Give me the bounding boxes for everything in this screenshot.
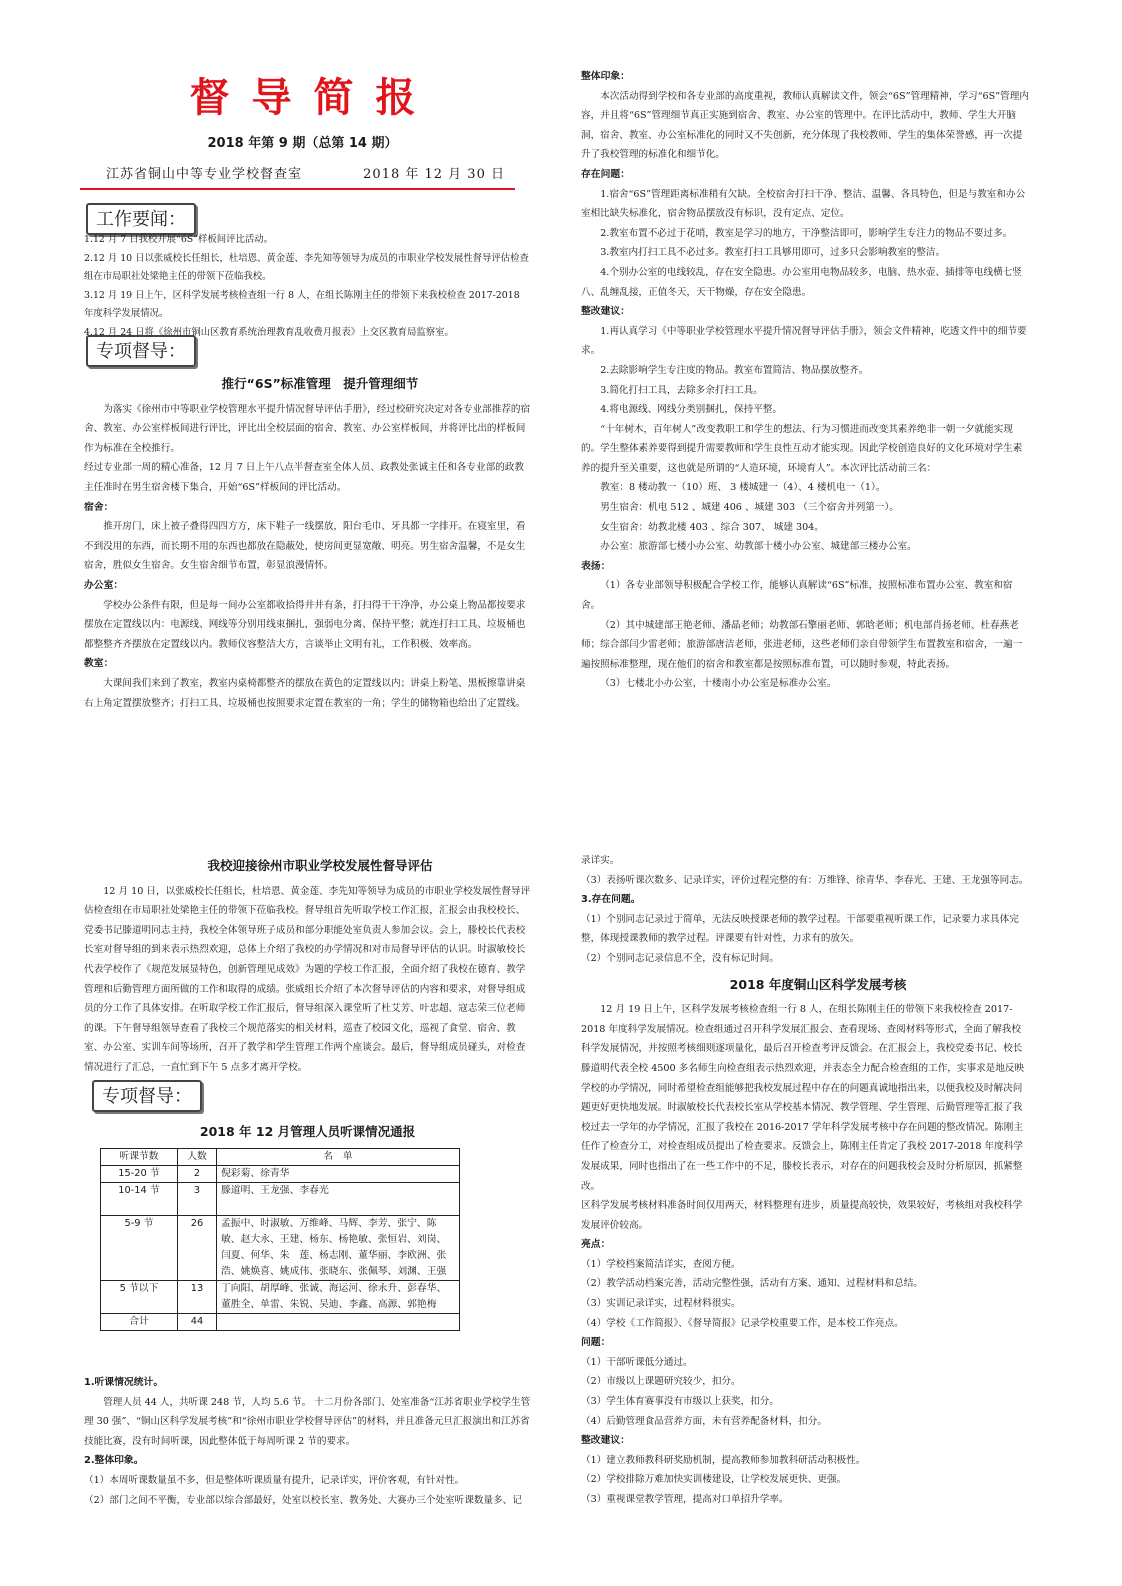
- subheading-impression: 2.整体印象。: [84, 1455, 144, 1467]
- paragraph: “十年树木，百年树人”改变教职工和学生的想法、行为习惯进而改变其素养绝非一朝一夕就能实现的。学生整体素养要得到提升需要教师和学生良性互动才能实现。因此学校创造良好的文化环境对学生素养的提升至关重要，这也就是所谓的“人造环境，环境育人”。本次评比活动前三名：: [581, 423, 1023, 474]
- masthead-title: 督导简报: [189, 74, 438, 121]
- paragraph: 经过专业部一周的精心准备，12 月 7 日上午八点半督查室全体人员、政教处张诚主任和各专业部的政教主任准时在男生宿舍楼下集合，开始“6S”样板间的评比活动。: [84, 462, 524, 493]
- subheading-issues: 问题：: [581, 1337, 611, 1349]
- list-item: （2）部门之间不平衡，专业部以综合部最好，处室以校长室、教务处、大赛办三个处室听课数量多、记: [84, 1494, 522, 1506]
- news-item: 4.12 月 24 日将《徐州市铜山区教育系统治理教育乱收费月报表》上交区教育局监察室。: [84, 326, 454, 338]
- list-item: （1）个别同志记录过于简单，无法反映授课老师的教学过程。干部要重视听课工作，记录要力求具体完整，体现授课教师的教学过程。评课要有针对性，力求有的放矢。: [581, 913, 1019, 945]
- paragraph: 学校办公条件有限，但是每一间办公室都收拾得井井有条，打扫得干干净净，办公桌上物品都按要求摆放在定置线以内：电源线、网线等分别用线束捆扎，强弱电分离、保持平整；就连打扫工具、垃圾桶也都整整齐齐摆放在定置线以内。教师仪容整洁大方，言谈举止文明有礼，工作积极、效率高。: [84, 599, 526, 650]
- subheading-problems: 存在问题：: [581, 168, 630, 180]
- subheading-office: 办公室：: [84, 579, 124, 591]
- special-supervision-heading: 专项督导：: [86, 335, 196, 367]
- list-item: 4.个别办公室的电线较乱，存在安全隐患。办公室用电物品较多，电脑、热水壶、插排等电线横七竖八、乱缠乱接，正值冬天，天干物燥，存在安全隐患。: [581, 266, 1022, 298]
- table-cell: 5-9 节: [101, 1216, 178, 1281]
- lesson-observation-table: [100, 1148, 460, 1331]
- article-title: 推行“6S”标准管理 提升管理细节: [221, 376, 419, 391]
- table-total-row: [101, 1314, 460, 1331]
- winner-item: 男生宿舍：机电 512 、城建 406 、城建 303 （三个宿舍并列第一）。: [600, 502, 899, 514]
- article-title: 2018 年度铜山区科学发展考核: [729, 976, 907, 992]
- table-cell: 26: [178, 1216, 217, 1281]
- subheading-impression: 整体印象：: [581, 71, 630, 82]
- list-item: （3）重视课堂教学管理，提高对口单招升学率。: [581, 1494, 789, 1505]
- table-cell: 倪彩菊、徐青华: [217, 1166, 460, 1183]
- paragraph: 推开房门，床上被子叠得四四方方，床下鞋子一线摆放，阳台毛巾、牙具都一字排开。在寝室里，看不到没用的东西，而长期不用的东西也都放在隐蔽处，使房间更显宽敞、明亮。男生宿舍温馨，不是女生宿舍，胜似女生宿舍。女生宿舍细节布置，彰显浪漫情怀。: [84, 521, 526, 572]
- table-cell: 滕道明、王龙强、李春光: [217, 1183, 460, 1216]
- table-row: [101, 1183, 460, 1216]
- issue-number: 2018 年第 9 期（总第 14 期）: [207, 136, 398, 151]
- lesson-observation-report: [84, 1122, 531, 1331]
- list-item: 1.再认真学习《中等职业学校管理水平提升情况督导评估手册》，领会文件精神，吃透文件中的细节要求。: [581, 325, 1027, 357]
- table-cell: [217, 1314, 460, 1331]
- table-header-row: [101, 1149, 460, 1166]
- winner-item: 教室：8 楼动教一（10）班、 3 楼城建一（4）、4 楼机电一（1）。: [600, 482, 886, 494]
- list-item: （2）学校排除万难加快实训楼建设，让学校发展更快、更强。: [581, 1474, 847, 1486]
- paragraph: 12 月 19 日上午，区科学发展考核检查组一行 8 人，在组长陈刚主任的带领下来我校检查 2017-2018 年度科学发展情况。检查组通过召开科学发展汇报会、查看现场、查阅材料等形式，全面了解我校科学发展情况，并按照考核细则逐项量化，最后召开检查考评反馈会。在汇报会上，我校党委书记、校长滕道明代表全校 4500 多名师生向检查组表示热烈欢迎，并表态全力配合检查组的工作，实事求是地反映学校的办学情况，同时希望检查组能够把我校发展过程中存在的问题真诚地指出来，以便我校及时解决问题更好更快地发展。时淑敏校长代表校长室从学校基本情况、教学管理、学生管理、后勤管理等汇报了我校过去一学年的办学情况，汇报了我校在 2016-2017 学年科学发展考核中存在问题的整改情况。陈刚主任作了检查分工，对检查组成员提出了检查要求。反馈会上，陈刚主任肯定了我校 2017-2018 年度科学发展成果，同时也指出了在一些工作中的不足，滕校长表示，对存在的问题我校会及时分析原因，抓紧整改。: [581, 1004, 1025, 1192]
- special-supervision-heading: 专项督导：: [92, 1080, 202, 1112]
- list-item: （1）各专业部领导积极配合学校工作，能够认真解读“6S”标准，按照标准布置办公室、教室和宿舍。: [581, 580, 1013, 612]
- news-section-heading: 工作要闻：: [86, 203, 196, 235]
- list-item: （1）建立教师教科研奖励机制，提高教师参加教科研活动积极性。: [581, 1454, 866, 1466]
- list-item: 2.教室布置不必过于花哨，教室是学习的地方，干净整洁即可，影响学生专注力的物品不要过多。: [600, 227, 1013, 239]
- subheading-praise: 表扬：: [581, 560, 611, 572]
- subheading-suggestions: 整改建议：: [581, 1435, 630, 1447]
- subheading-classroom: 教室：: [84, 658, 114, 670]
- winner-item: 办公室：旅游部七楼小办公室、幼教部十楼小办公室、城建部三楼办公室。: [600, 541, 917, 553]
- issue-date: 2018 年 12 月 30 日: [363, 167, 505, 182]
- table-cell: 2: [178, 1166, 217, 1183]
- table-cell: 5 节以下: [101, 1281, 178, 1314]
- table-title: 2018 年 12 月管理人员听课情况通报: [199, 1124, 416, 1139]
- list-item: （4）学校《工作简报》、《督导简报》记录学校重要工作，是本校工作亮点。: [581, 1317, 904, 1329]
- paragraph: 本次活动得到学校和各专业部的高度重视，教师认真解读文件，领会“6S”管理精神，学习“6S”管理内容，并且将“6S”管理细节真正实施到宿舍、教室、办公室的管理中。在评比活动中，教师、学生大开脑洞，宿舍、教室、办公室标准化的同时又不失创新，充分体现了我校教师、学生的集体荣誉感，再一次提升了我校管理的标准化和细节化。: [581, 90, 1029, 161]
- list-item: （2）个别同志记录信息不全，没有标记时间。: [581, 952, 779, 964]
- list-item: （1）学校档案简洁详实，查阅方便。: [581, 1258, 741, 1270]
- paragraph: 管理人员 44 人，共听课 248 节，人均 5.6 节。 十二月份各部门、处室准备“江苏省职业学校学生管理 30 强”、“铜山区科学发展考核”和“徐州市职业学校督导评估”的材料，并且准备元旦汇报演出和江苏省技能比赛，没有时间听课，因此整体低于每周听课 2 节的要求。: [84, 1396, 531, 1447]
- list-item: （3）学生体育赛事没有市级以上获奖，扣分。: [581, 1396, 779, 1408]
- article-6s-continued: [581, 67, 1030, 694]
- lesson-observation-summary: [84, 1373, 531, 1510]
- column-header: 人数: [178, 1149, 217, 1166]
- paragraph: 12 月 10 日，以张威校长任组长，杜培恩、黄金莲、李先知等领导为成员的市职业学校发展性督导评估检查组在市局职社处梁艳主任的带领下莅临我校。督导组首先听取学校工作汇报，汇报会由我校校长、党委书记滕道明同志主持，我校全体领导班子成员和部分职能处室负责人参加会议。会上，滕校长代表校长室对督导组的到来表示热烈欢迎，总体上介绍了我校的办学情况和对市局督导评估的认识。时淑敏校长代表学校作了《规范发展显特色，创新管理见成效》为题的学校工作汇报，全面介绍了我校在德育、教学管理和后勤管理方面所做的工作和取得的成绩。张威组长介绍了本次督导评估的内容和要求，对督导组成员的分工作了具体安排。在听取学校工作汇报后，督导组深入课堂听了杜艾芳、叶忠超、寇志荣三位老师的课。下午督导组领导查看了我校三个规范落实的相关材料，巡查了校园文化，巡视了食堂、宿舍、教室、办公室、实训车间等场所，召开了教学和学生管理工作两个座谈会。最后，督导组成员碰头，对检查情况进行了汇总，一直忙到下午 5 点多才离开学校。: [84, 885, 531, 1073]
- article-xuzhou-evaluation: [84, 856, 531, 1078]
- column-header: 名 单: [217, 1149, 460, 1166]
- table-cell: 13: [178, 1281, 217, 1314]
- list-item: 2.去除影响学生专注度的物品。教室布置简洁、物品摆放整齐。: [600, 364, 869, 376]
- masthead: [80, 70, 525, 190]
- news-list: [84, 231, 530, 343]
- subheading-dorm: 宿舍：: [84, 501, 114, 513]
- list-item: 1.宿舍“6S”管理距离标准稍有欠缺。全校宿舍打扫干净、整洁、温馨、各具特色，但是与教室和办公室相比缺失标准化，宿舍物品摆放没有标识，没有定点、定位。: [581, 188, 1026, 220]
- list-item: （2）市级以上课题研究较少，扣分。: [581, 1376, 741, 1388]
- list-item: （3）表扬听课次数多、记录详实，评价过程完整的有：万维锋、徐青华、李春光、王建、王龙强等同志。: [581, 874, 1029, 886]
- red-divider: [80, 188, 515, 190]
- table-cell: 15-20 节: [101, 1166, 178, 1183]
- article-district-assessment: [581, 851, 1030, 1510]
- list-item: 3.教室内打扫工具不必过多。教室打扫工具够用即可，过多只会影响教室的整洁。: [600, 247, 946, 259]
- list-item: （3）实训记录详实，过程材料很实。: [581, 1298, 741, 1310]
- table-row: [101, 1166, 460, 1183]
- list-item: （1）干部听课低分通过。: [581, 1356, 693, 1368]
- list-item: 4.将电源线、网线分类别捆扎，保持平整。: [600, 404, 783, 416]
- list-item: （3）七楼北小办公室，十楼南小办公室是标准办公室。: [600, 678, 837, 690]
- list-item: （1）本周听课数量虽不多，但是整体听课质量有提升，记录详实，评价客观，有针对性。: [84, 1474, 465, 1486]
- masthead-info: [80, 163, 525, 182]
- winner-item: 女生宿舍：幼教北楼 403 、综合 307、 城建 304。: [600, 521, 824, 533]
- news-item: 1.12 月 7 日我校开展“6S”样板间评比活动。: [84, 234, 274, 245]
- table-cell: 44: [178, 1314, 217, 1331]
- list-item: （2）教学活动档案完善，活动完整性强，活动有方案、通知、过程材料和总结。: [581, 1278, 923, 1290]
- list-item: 3.简化打扫工具，去除多余打扫工具。: [600, 384, 763, 396]
- table-row: [101, 1216, 460, 1281]
- table-row: [101, 1281, 460, 1314]
- table-cell: 丁向阳、胡厚峰、张诚、海运河、徐永升、彭春华、董胜全、单雷、朱锐、吴迪、李鑫、高源、郭艳梅: [217, 1281, 460, 1314]
- subheading-highlights: 亮点：: [581, 1239, 611, 1251]
- paragraph: 大课间我们来到了教室，教室内桌椅都整齐的摆放在黄色的定置线以内；讲桌上粉笔、黑板擦靠讲桌右上角定置摆放整齐；打扫工具、垃圾桶也按照要求定置在教室的一角；学生的储物箱也给出了定置线。: [84, 677, 526, 709]
- news-item: 2.12 月 10 日以张威校长任组长，杜培恩、黄金莲、李先知等领导为成员的市职业学校发展性督导评估检查组在市局职社处梁艳主任的带领下莅临我校。: [84, 252, 529, 283]
- news-item: 3.12 月 19 日上午，区科学发展考核检查组一行 8 人，在组长陈刚主任的带领下来我校检查 2017-2018 年度科学发展情况。: [84, 289, 520, 320]
- table-cell: 10-14 节: [101, 1183, 178, 1216]
- subheading-suggestions: 整改建议：: [581, 306, 630, 318]
- column-header: 听课节数: [101, 1149, 178, 1166]
- article-title: 我校迎接徐州市职业学校发展性督导评估: [207, 858, 433, 873]
- table-cell: 3: [178, 1183, 217, 1216]
- article-6s: [84, 374, 531, 713]
- paragraph: 为落实《徐州市中等职业学校管理水平提升情况督导评估手册》，经过校研究决定对各专业部推荐的宿舍、教室、办公室样板间进行评比，评比出全校层面的宿舍、教室、办公室样板间，并将评比出的样板间作为标准在全校推行。: [84, 403, 531, 454]
- table-cell: 孟振中、时淑敏、万维峰、马辉、李芳、张宁、陈敏、赵大永、王建、杨东、杨艳敏、张恒岩、刘岗、闫夏、何华、朱 莲、杨志刚、董华丽、李欧洲、张浩、姚焕喜、姚成伟、张晓东、张佩琴、刘渊、王强: [217, 1216, 460, 1281]
- list-item: （2）其中城建部王艳老师、潘晶老师；幼教部石擎丽老师、郭晗老师；机电部肖扬老师、杜春燕老师；综合部闫少雷老师；旅游部唐洁老师，张进老师，这些老师们亲自带领学生布置教室和宿舍，一遍一遍按照标准整理，现在他们的宿舍和教室都是按照标准布置，可以随时参观，特此表扬。: [581, 619, 1023, 670]
- table-cell: 合计: [101, 1314, 178, 1331]
- list-item: （4）后勤管理食品营养方面，未有营养配备材料，扣分。: [581, 1415, 827, 1427]
- subheading-stats: 1.听课情况统计。: [84, 1377, 164, 1388]
- paragraph: 区科学发展考核材料准备时间仅用两天，材料整理有进步，质量提高较快，效果较好，考核组对我校科学发展评价较高。: [581, 1200, 1023, 1231]
- paragraph: 录详实。: [581, 855, 620, 866]
- subheading-problems: 3.存在问题。: [581, 894, 641, 906]
- issuing-office: 江苏省铜山中等专业学校督查室: [106, 167, 303, 182]
